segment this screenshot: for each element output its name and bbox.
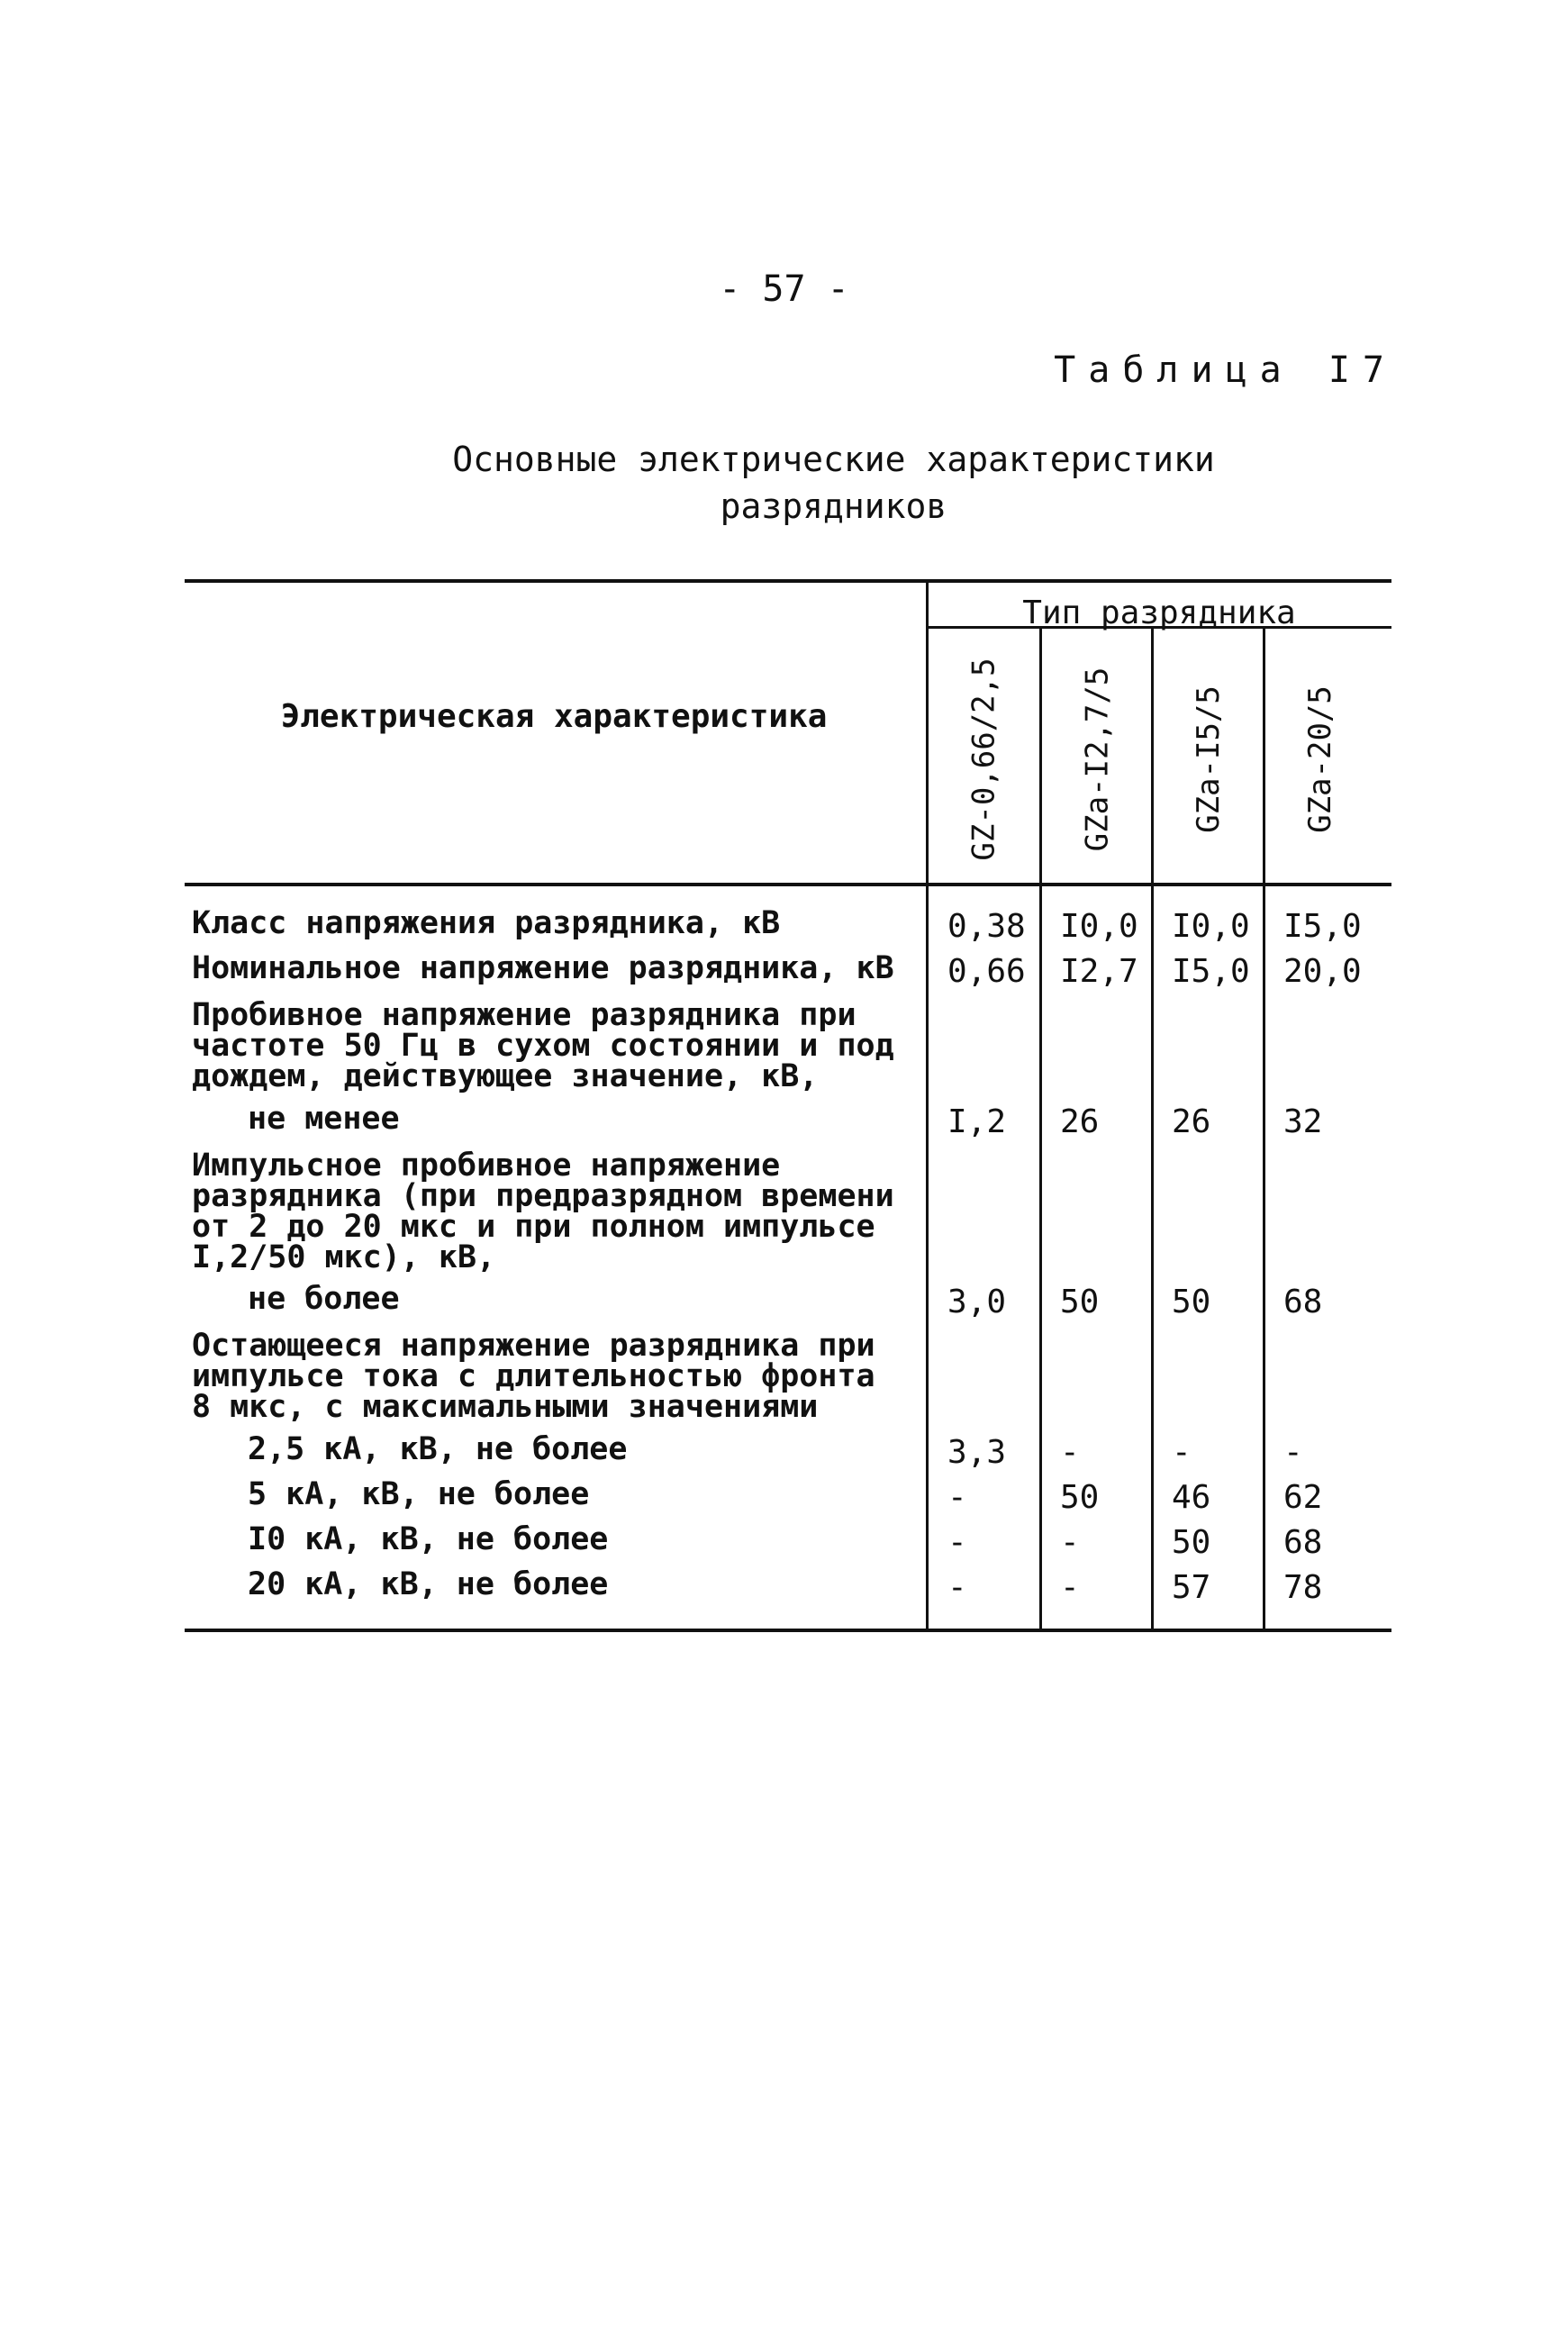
column-header-3 xyxy=(1154,635,1264,884)
row-label-line: 5 кА, кВ, не более xyxy=(248,1476,590,1512)
table-cell: 46 xyxy=(1172,1479,1211,1516)
table-cell: I2,7 xyxy=(1060,953,1138,990)
column-header-2-text: GZa-I2,7/5 xyxy=(1079,667,1116,852)
header-type-group: Тип разрядника xyxy=(1022,594,1296,631)
header-characteristic: Электрическая характеристика xyxy=(280,698,828,735)
table-row-label xyxy=(248,1431,968,1467)
table-cell: - xyxy=(1060,1524,1080,1561)
row-label-line: I0 кА, кВ, не более xyxy=(248,1521,609,1557)
table-cell: I0,0 xyxy=(1060,908,1138,945)
table-cell: - xyxy=(947,1479,967,1516)
row-label-line: не более xyxy=(248,1281,400,1317)
table-top-rule xyxy=(185,579,1391,583)
table-row-label xyxy=(192,1328,912,1425)
table-cell: - xyxy=(947,1569,967,1606)
row-label-line: I,2/50 мкс), кВ, xyxy=(192,1239,496,1275)
table-cell: 26 xyxy=(1060,1103,1100,1140)
column-header-3-text: GZa-I5/5 xyxy=(1191,685,1228,833)
table-cell: - xyxy=(947,1524,967,1561)
table-cell: - xyxy=(1060,1569,1080,1606)
row-label-line: импульсе тока с длительностью фронта xyxy=(192,1358,875,1394)
column-header-1 xyxy=(929,635,1039,884)
table-cell: 50 xyxy=(1172,1284,1211,1320)
table-cell: 78 xyxy=(1283,1569,1323,1606)
row-label-line: 20 кА, кВ, не более xyxy=(248,1566,609,1602)
table-cell: 50 xyxy=(1172,1524,1211,1561)
table-cell: 3,0 xyxy=(947,1284,1007,1320)
row-label-line: 8 мкс, с максимальными значениями xyxy=(192,1389,819,1425)
table-row-label xyxy=(192,997,912,1094)
row-label-line: Остающееся напряжение разрядника при xyxy=(192,1328,875,1364)
table-cell: I5,0 xyxy=(1172,953,1250,990)
row-label-line: Номинальное напряжение разрядника, кВ xyxy=(192,950,894,986)
table-cell: 57 xyxy=(1172,1569,1211,1606)
row-label-line: от 2 до 20 мкс и при полном импульсе xyxy=(192,1209,875,1245)
table-cell: 32 xyxy=(1283,1103,1323,1140)
table-cell: - xyxy=(1060,1434,1080,1471)
table-row-label xyxy=(192,905,912,941)
row-label-line: дождем, действующее значение, кВ, xyxy=(192,1058,819,1094)
column-header-1-text: GZ-0,66/2,5 xyxy=(966,658,1003,861)
table-cell: - xyxy=(1283,1434,1303,1471)
table-row-label xyxy=(192,950,912,986)
table-label: Таблица I7 xyxy=(1054,349,1397,391)
table-bottom-rule xyxy=(185,1629,1391,1632)
table-cell: I,2 xyxy=(947,1103,1007,1140)
row-label-line: разрядника (при предразрядном времени xyxy=(192,1178,894,1214)
table-cell: 0,38 xyxy=(947,908,1026,945)
table-cell: I5,0 xyxy=(1283,908,1362,945)
table-cell: 20,0 xyxy=(1283,953,1362,990)
table-row-label xyxy=(248,1566,968,1602)
table-caption-line-1: Основные электрические характеристики xyxy=(452,440,1215,479)
table-cell: 68 xyxy=(1283,1524,1323,1561)
row-label-line: Импульсное пробивное напряжение xyxy=(192,1148,781,1184)
table-row-label xyxy=(248,1281,968,1317)
table-cell: 0,66 xyxy=(947,953,1026,990)
table-cell: I0,0 xyxy=(1172,908,1250,945)
row-label-line: Класс напряжения разрядника, кВ xyxy=(192,905,781,941)
table-row-label xyxy=(248,1476,968,1512)
table-cell: 62 xyxy=(1283,1479,1323,1516)
table-cell: 3,3 xyxy=(947,1434,1007,1471)
column-header-2 xyxy=(1042,635,1152,884)
row-label-line: Пробивное напряжение разрядника при xyxy=(192,997,857,1033)
table-row-label xyxy=(248,1101,968,1137)
row-label-line: 2,5 кА, кВ, не более xyxy=(248,1431,628,1467)
column-header-4 xyxy=(1265,635,1375,884)
table-row-label xyxy=(192,1150,912,1273)
row-label-line: не менее xyxy=(248,1101,400,1137)
table-caption-line-2: разрядников xyxy=(720,486,947,526)
column-header-4-text: GZa-20/5 xyxy=(1302,685,1339,833)
table-row-label xyxy=(248,1521,968,1557)
table-cell: 50 xyxy=(1060,1284,1100,1320)
table-cell: 68 xyxy=(1283,1284,1323,1320)
table-cell: 26 xyxy=(1172,1103,1211,1140)
table-cell: - xyxy=(1172,1434,1192,1471)
table-cell: 50 xyxy=(1060,1479,1100,1516)
row-label-line: частоте 50 Гц в сухом состоянии и под xyxy=(192,1028,894,1064)
page-number: - 57 - xyxy=(719,268,849,310)
